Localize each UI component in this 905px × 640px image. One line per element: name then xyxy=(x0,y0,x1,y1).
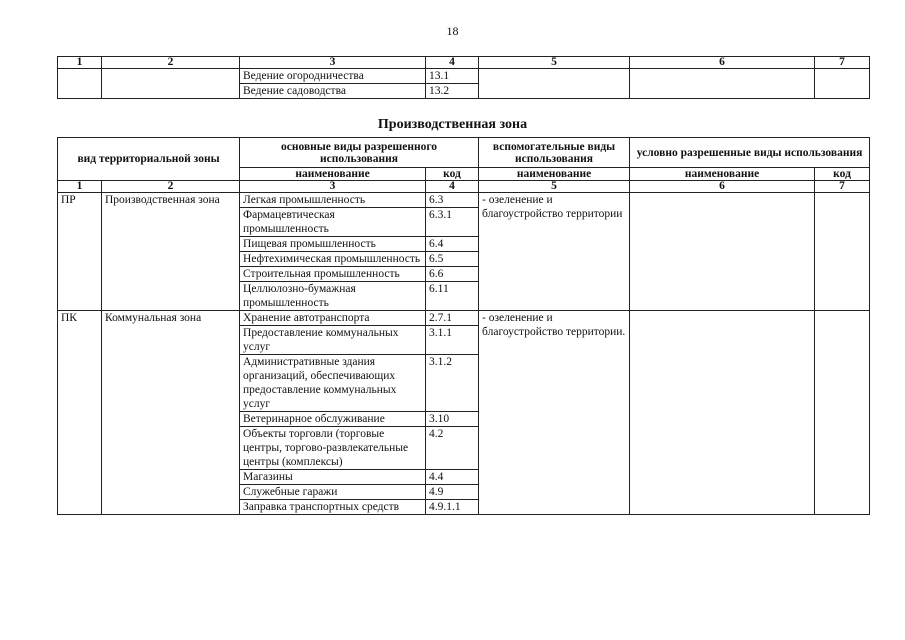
use-name: Хранение автотранспорта xyxy=(240,311,426,326)
use-code: 13.1 xyxy=(426,69,479,84)
use-name: Нефтехимическая промышленность xyxy=(240,252,426,267)
empty-cell xyxy=(102,69,240,99)
use-name: Предоставление коммунальных услуг xyxy=(240,326,426,355)
empty-cell xyxy=(815,311,870,515)
column-number-row xyxy=(58,57,870,69)
use-name: Заправка транспортных средств xyxy=(240,500,426,515)
use-name: Фармацевтическая промышленность xyxy=(240,208,426,237)
use-name: Строительная промышленность xyxy=(240,267,426,282)
subheader-code: код xyxy=(815,168,870,181)
column-number-row xyxy=(58,181,870,193)
section-title: Производственная зона xyxy=(377,117,528,132)
col-number: 5 xyxy=(479,181,630,193)
header-row xyxy=(58,138,870,168)
use-code: 13.2 xyxy=(426,84,479,99)
col-number: 2 xyxy=(102,57,240,69)
col-number: 6 xyxy=(630,181,815,193)
header-aux-uses: вспомогательные виды использования xyxy=(479,138,630,168)
empty-cell xyxy=(479,69,630,99)
col-number: 2 xyxy=(102,181,240,193)
aux-use: - озеленение и благоустройство территории. xyxy=(479,311,630,515)
header-zone-type: вид территориальной зоны xyxy=(58,138,240,181)
zone-name: Производственная зона xyxy=(102,193,240,311)
use-code: 4.9 xyxy=(426,485,479,500)
empty-cell xyxy=(630,69,815,99)
zone-code: ПР xyxy=(58,193,102,311)
use-name: Объекты торговли (торговые центры, торгово-развлекательные центры (комплексы) xyxy=(240,427,426,470)
col-number: 6 xyxy=(630,57,815,69)
zone-name: Коммунальная зона xyxy=(102,311,240,515)
col-number: 4 xyxy=(426,181,479,193)
use-code: 2.7.1 xyxy=(426,311,479,326)
col-number: 7 xyxy=(815,57,870,69)
use-code: 6.3.1 xyxy=(426,208,479,237)
use-name: Административные здания организаций, обеспечивающих предоставление коммунальных услуг xyxy=(240,355,426,412)
use-code: 4.4 xyxy=(426,470,479,485)
subheader-code: код xyxy=(426,168,479,181)
table-row xyxy=(58,311,870,326)
col-number: 4 xyxy=(426,57,479,69)
use-code: 3.1.1 xyxy=(426,326,479,355)
empty-cell xyxy=(58,69,102,99)
col-number: 3 xyxy=(240,57,426,69)
use-name: Ведение огородничества xyxy=(240,69,426,84)
use-name: Ветеринарное обслуживание xyxy=(240,412,426,427)
col-number: 1 xyxy=(58,57,102,69)
col-number: 1 xyxy=(58,181,102,193)
subheader-name: наименование xyxy=(479,168,630,181)
use-code: 4.9.1.1 xyxy=(426,500,479,515)
col-number: 7 xyxy=(815,181,870,193)
empty-cell xyxy=(630,193,815,311)
use-name: Целлюлозно-бумажная промышленность xyxy=(240,282,426,311)
use-name: Служебные гаражи xyxy=(240,485,426,500)
subheader-name: наименование xyxy=(630,168,815,181)
use-code: 3.10 xyxy=(426,412,479,427)
header-cond-uses: условно разрешенные виды использования xyxy=(630,138,870,168)
table-row xyxy=(58,69,870,84)
subheader-name: наименование xyxy=(240,168,426,181)
use-name: Ведение садоводства xyxy=(240,84,426,99)
use-code: 3.1.2 xyxy=(426,355,479,412)
zone-table xyxy=(57,137,870,515)
use-code: 6.5 xyxy=(426,252,479,267)
col-number: 3 xyxy=(240,181,426,193)
continuation-table xyxy=(57,56,870,99)
empty-cell xyxy=(815,69,870,99)
header-main-uses: основные виды разрешенного использования xyxy=(240,138,479,168)
use-name: Магазины xyxy=(240,470,426,485)
empty-cell xyxy=(815,193,870,311)
use-code: 4.2 xyxy=(426,427,479,470)
use-code: 6.11 xyxy=(426,282,479,311)
empty-cell xyxy=(630,311,815,515)
table-row xyxy=(58,193,870,208)
use-code: 6.3 xyxy=(426,193,479,208)
use-name: Легкая промышленность xyxy=(240,193,426,208)
use-code: 6.6 xyxy=(426,267,479,282)
use-code: 6.4 xyxy=(426,237,479,252)
zone-code: ПК xyxy=(58,311,102,515)
page-number: 18 xyxy=(446,24,459,38)
col-number: 5 xyxy=(479,57,630,69)
aux-use: - озеленение и благоустройство территории xyxy=(479,193,630,311)
use-name: Пищевая промышленность xyxy=(240,237,426,252)
